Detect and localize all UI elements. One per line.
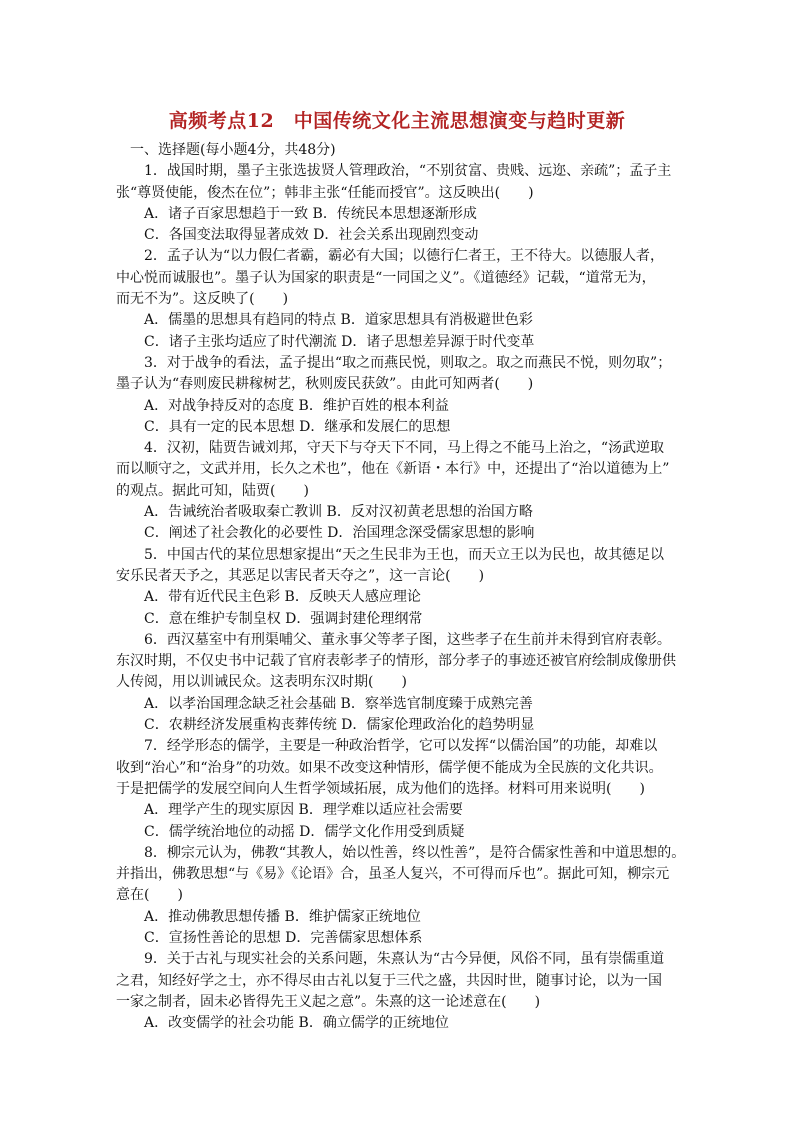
question-item — [116, 630, 678, 736]
answer-options-line: C．意在维护专制皇权 D．强调封建伦理纲常 — [144, 610, 423, 627]
question-stem-line: 东汉时期，不仅史书中记载了官府表彰孝子的情形，部分孝子的事迹还被官府绘制成像册供 — [116, 653, 676, 670]
question-stem-line: 3．对于战争的看法，孟子提出“取之而燕民悦，则取之。取之而燕民不悦，则勿取”； — [144, 354, 672, 371]
question-stem-line: 的观点。据此可知，陆贾( ) — [116, 482, 309, 499]
questions-container — [116, 161, 686, 1034]
answer-options-line: C．宣扬性善论的思想 D．完善儒家思想体系 — [144, 929, 423, 946]
question-item — [116, 246, 678, 352]
question-stem-line: 人传阅，用以训诫民众。这表明东汉时期( ) — [116, 674, 407, 691]
question-stem-line: 2．孟子认为“以力假仁者霸，霸必有大国；以德行仁者王，王不待大。以德服人者， — [144, 248, 665, 265]
answer-options-line: C．各国变法取得显著成效 D．社会关系出现剧烈变动 — [144, 227, 479, 244]
question-stem-line: 7．经学形态的儒学，主要是一种政治哲学，它可以发挥“以儒治国”的功能，却难以 — [144, 738, 658, 755]
section-heading: 一、选择题(每小题4分，共48分) — [130, 142, 336, 158]
answer-options-line: A．理学产生的现实原因 B．理学难以适应社会需要 — [144, 802, 463, 819]
question-item — [116, 353, 678, 438]
question-item — [116, 545, 678, 630]
question-stem-line: 收到“治心”和“治身”的功效。如果不改变这种情形，儒学便不能成为全民族的文化共识。 — [116, 759, 663, 776]
answer-options-line: C．诸子主张均适应了时代潮流 D．诸子思想差异源于时代变革 — [144, 333, 535, 350]
question-stem-line: 墨子认为“春则废民耕稼树艺，秋则废民获敛”。由此可知两者( ) — [116, 376, 534, 393]
answer-options-line: A．对战争持反对的态度 B．维护百姓的根本利益 — [144, 397, 449, 414]
question-stem-line: 6．西汉墓室中有刑渠哺父、董永事父等孝子图，这些孝子在生前并未得到官府表彰。 — [144, 631, 671, 648]
question-stem-line: 并指出，佛教思想“与《易》《论语》合，虽圣人复兴，不可得而斥也”。据此可知，柳宗元 — [116, 866, 670, 883]
question-item — [116, 736, 678, 842]
answer-options-line: C．阐述了社会教化的必要性 D．治国理念深受儒家思想的影响 — [144, 525, 535, 542]
answer-options-line: A．推动佛教思想传播 B．维护儒家正统地位 — [144, 908, 421, 925]
answer-options-line: C．具有一定的民本思想 D．继承和发展仁的思想 — [144, 418, 451, 435]
answer-options-line: C．儒学统治地位的动摇 D．儒学文化作用受到质疑 — [144, 823, 465, 840]
page-title: 高频考点12 中国传统文化主流思想演变与趋时更新 — [168, 110, 626, 132]
question-item — [116, 161, 678, 246]
question-stem-line: 而无不为”。这反映了( ) — [116, 291, 289, 308]
question-item — [116, 843, 686, 949]
answer-options-line: A．儒墨的思想具有趋同的特点 B．道家思想具有消极避世色彩 — [144, 312, 533, 329]
question-stem-line: 于是把儒学的发展空间向人生哲学领域拓展，成为他们的选择。材料可用来说明( ) — [116, 780, 645, 797]
question-stem-line: 张“尊贤使能，俊杰在位”；韩非主张“任能而授官”。这反映出( ) — [116, 184, 534, 201]
answer-options-line: C．农耕经济发展重构丧葬传统 D．儒家伦理政治化的趋势明显 — [144, 717, 535, 734]
question-stem-line: 1．战国时期，墨子主张选拔贤人管理政治，“不别贫富、贵贱、远迩、亲疏”；孟子主 — [144, 163, 672, 180]
question-stem-line: 一家之制者，固未必皆得先王义起之意”。朱熹的这一论述意在( ) — [116, 993, 541, 1010]
question-stem-line: 8．柳宗元认为，佛教“其教人，始以性善，终以性善”，是符合儒家性善和中道思想的。 — [144, 844, 686, 861]
question-stem-line: 5．中国古代的某位思想家提出“天之生民非为王也，而天立王以为民也，故其德足以 — [144, 546, 665, 563]
question-stem-line: 安乐民者天予之，其恶足以害民者天夺之”，这一言论( ) — [116, 567, 485, 584]
answer-options-line: A．以孝治国理念缺乏社会基础 B．察举选官制度臻于成熟完善 — [144, 695, 533, 712]
question-stem-line: 4．汉初，陆贾告诫刘邦，守天下与夺天下不同，马上得之不能马上治之，“汤武逆取 — [144, 440, 665, 457]
answer-options-line: A．带有近代民主色彩 B．反映天人感应理论 — [144, 589, 421, 606]
question-item — [116, 438, 678, 544]
question-stem-line: 而以顺守之，文武并用，长久之术也”，他在《新语・本行》中，还提出了“治以道德为上” — [116, 461, 670, 478]
answer-options-line: A．诸子百家思想趋于一致 B．传统民本思想逐渐形成 — [144, 205, 477, 222]
question-stem-line: 中心悦而诚服也”。墨子认为国家的职责是“一同国之义”。《道德经》记载，“道常无为， — [116, 269, 656, 286]
question-stem-line: 9．关于古礼与现实社会的关系问题，朱熹认为“古今异便，风俗不同，虽有崇儒重道 — [144, 951, 665, 968]
question-stem-line: 之君，知经好学之士，亦不得尽由古礼以复于三代之盛，共因时世，随事讨论，以为一国 — [116, 972, 662, 989]
question-stem-line: 意在( ) — [116, 887, 183, 904]
answer-options-line: A．告诫统治者吸取秦亡教训 B．反对汉初黄老思想的治国方略 — [144, 504, 533, 521]
answer-options-line: A．改变儒学的社会功能 B．确立儒学的正统地位 — [144, 1015, 449, 1032]
question-list — [116, 140, 686, 1034]
question-item — [116, 949, 678, 1034]
